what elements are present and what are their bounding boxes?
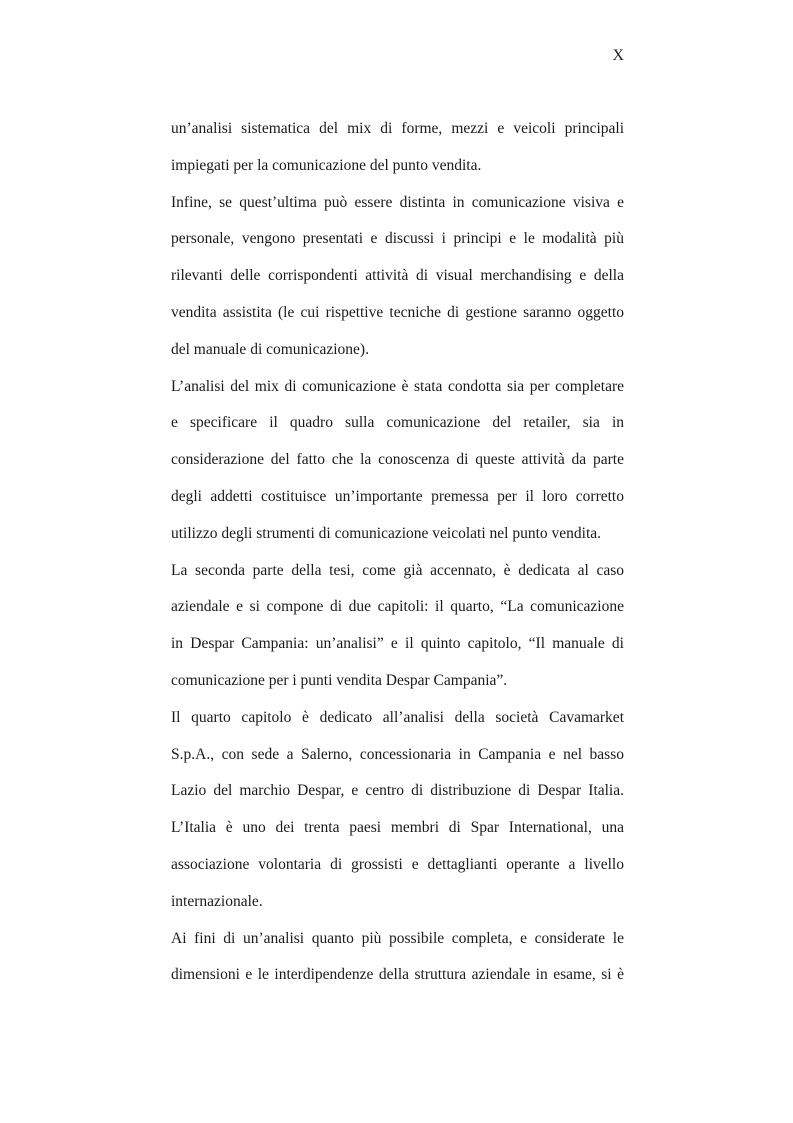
text-line: vendita assistita (le cui rispettive tecniche di gestione saranno oggetto [171, 303, 624, 321]
body-text [171, 111, 624, 994]
text-line: Ai fini di un’analisi quanto più possibile completa, e considerate le [171, 929, 624, 947]
page-number: X [612, 47, 624, 64]
text-line: del manuale di comunicazione). [171, 340, 369, 358]
text-line: un’analisi sistematica del mix di forme, mezzi e veicoli principali [171, 120, 624, 137]
text-line: aziendale e si compone di due capitoli: il quarto, “La comunicazione [171, 598, 624, 616]
text-line: utilizzo degli strumenti di comunicazione veicolati nel punto vendita. [171, 524, 602, 542]
paragraph [171, 111, 624, 185]
text-line: rilevanti delle corrispondenti attività di visual merchandising e della [171, 267, 624, 285]
text-line: S.p.A., con sede a Salerno, concessionaria in Campania e nel basso [171, 745, 624, 763]
text-line: considerazione del fatto che la conoscenza di queste attività da parte [171, 451, 624, 469]
paragraph [171, 921, 624, 995]
text-line: e specificare il quadro sulla comunicazione del retailer, sia in [171, 414, 624, 432]
text-line: internazionale. [171, 892, 263, 910]
paragraph [171, 700, 624, 921]
text-line: personale, vengono presentati e discussi i principi e le modalità più [171, 230, 624, 248]
text-line: L’Italia è uno dei trenta paesi membri di Spar International, una [171, 819, 624, 837]
paragraph [171, 185, 624, 369]
text-line: Il quarto capitolo è dedicato all’analisi della società Cavamarket [171, 708, 624, 726]
text-line: L’analisi del mix di comunicazione è stata condotta sia per completare [171, 377, 624, 395]
paragraph [171, 553, 624, 700]
text-line: degli addetti costituisce un’importante premessa per il loro corretto [171, 487, 624, 505]
text-line: comunicazione per i punti vendita Despar Campania”. [171, 671, 508, 689]
text-line: associazione volontaria di grossisti e dettaglianti operante a livello [171, 855, 624, 873]
text-line: dimensioni e le interdipendenze della struttura aziendale in esame, si è [171, 966, 624, 984]
paragraph [171, 369, 624, 553]
text-line: Lazio del marchio Despar, e centro di distribuzione di Despar Italia. [171, 782, 624, 800]
text-line: impiegati per la comunicazione del punto vendita. [171, 156, 482, 174]
text-line: Infine, se quest’ultima può essere distinta in comunicazione visiva e [171, 193, 624, 211]
text-line: La seconda parte della tesi, come già accennato, è dedicata al caso [171, 561, 624, 579]
text-line: in Despar Campania: un’analisi” e il quinto capitolo, “Il manuale di [171, 635, 624, 653]
